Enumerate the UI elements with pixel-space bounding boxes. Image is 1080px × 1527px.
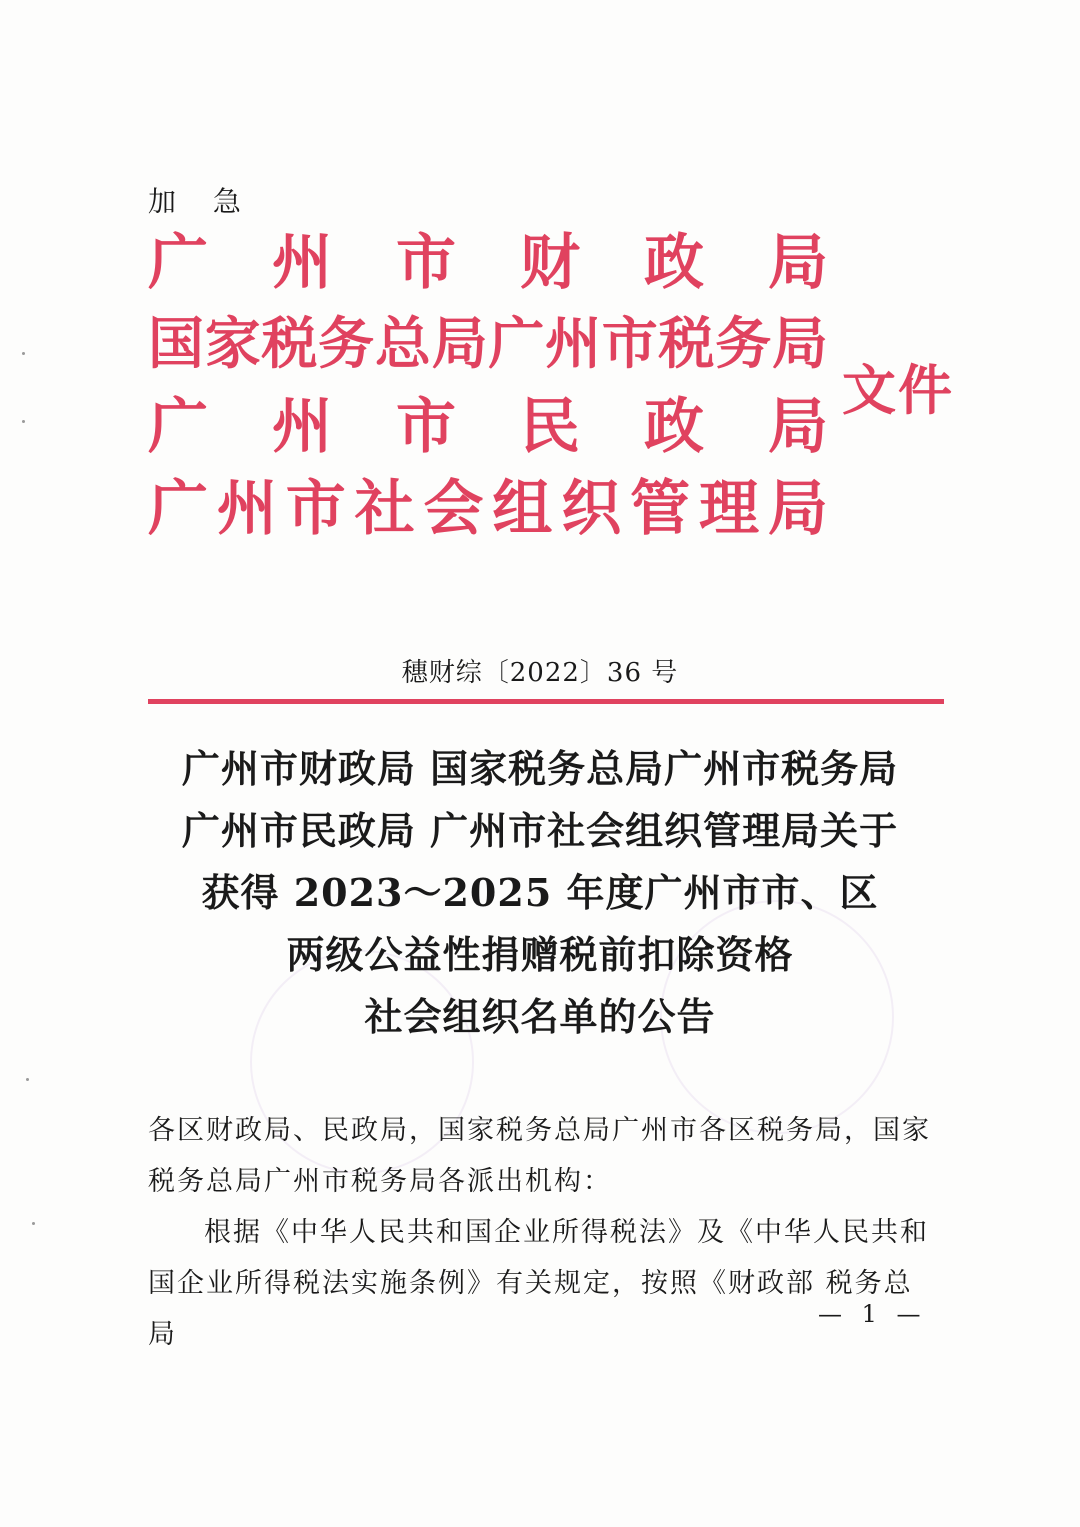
issuer-char: 局: [771, 312, 828, 377]
issuer-char: 税: [658, 312, 715, 377]
urgency-label: 加 急: [148, 185, 255, 218]
document-label: 文件: [842, 359, 954, 422]
issuer-block: [148, 222, 828, 550]
issuer-char: 广: [148, 228, 208, 298]
issuer-char: 税: [261, 312, 318, 377]
issuer-char: 广: [488, 312, 545, 377]
scan-speck: [26, 1078, 29, 1081]
issuer-char: 社: [354, 474, 415, 544]
title-line: 社会组织名单的公告: [364, 994, 716, 1039]
issuer-char: 广: [148, 392, 208, 462]
issuer-char: 会: [423, 474, 484, 544]
document-number: 穗财综〔2022〕36 号: [401, 658, 679, 688]
issuer-char: 家: [204, 312, 261, 377]
issuer-char: 州: [216, 474, 277, 544]
issuer-char: 民: [520, 392, 580, 462]
issuer-line-finance: [148, 222, 828, 304]
issuer-char: 局: [768, 228, 828, 298]
issuer-char: 市: [285, 474, 346, 544]
issuer-char: 局: [431, 312, 488, 377]
title-line: 广州市民政局 广州市社会组织管理局关于: [181, 808, 899, 853]
body-paragraph: 根据《中华人民共和国企业所得税法》及《中华人民共和国企业所得税法实施条例》有关规定，按照《财政部 税务总局: [148, 1217, 929, 1350]
title-line: 两级公益性捐赠税前扣除资格: [286, 932, 794, 977]
scan-speck: [22, 352, 25, 355]
issuer-char: 务: [715, 312, 772, 377]
issuer-char: 组: [492, 474, 553, 544]
issuer-char: 市: [601, 312, 658, 377]
issuer-char: 务: [318, 312, 375, 377]
title-line: 广州市财政局 国家税务总局广州市税务局: [181, 746, 899, 791]
issuer-char: 州: [545, 312, 602, 377]
issuer-char: 总: [374, 312, 431, 377]
addressee-paragraph: 各区财政局、民政局，国家税务总局广州市各区税务局，国家税务总局广州市税务局各派出机构：: [148, 1115, 931, 1197]
issuer-char: 财: [520, 228, 580, 298]
issuer-char: 广: [148, 474, 208, 544]
issuer-char: 管: [630, 474, 691, 544]
issuer-line-civil-affairs: [148, 386, 828, 468]
issuer-char: 局: [768, 392, 828, 462]
issuer-char: 州: [272, 228, 332, 298]
red-divider: [148, 699, 944, 704]
issuer-line-social-org: [148, 468, 828, 550]
scan-speck: [32, 1222, 35, 1225]
issuer-char: 政: [644, 228, 704, 298]
page-number: — 1 —: [818, 1300, 927, 1328]
scan-speck: [22, 420, 25, 423]
title-line: 获得 2023～2025 年度广州市市、区: [201, 870, 879, 915]
issuer-char: 政: [644, 392, 704, 462]
issuer-char: 州: [272, 392, 332, 462]
issuer-char: 理: [699, 474, 759, 544]
issuer-char: 市: [396, 392, 456, 462]
issuer-line-tax: [148, 304, 828, 386]
issuer-char: 国: [148, 312, 204, 377]
issuer-char: 局: [767, 474, 828, 544]
announcement-title: [0, 738, 1080, 1048]
issuer-char: 市: [396, 228, 456, 298]
issuer-char: 织: [561, 474, 622, 544]
